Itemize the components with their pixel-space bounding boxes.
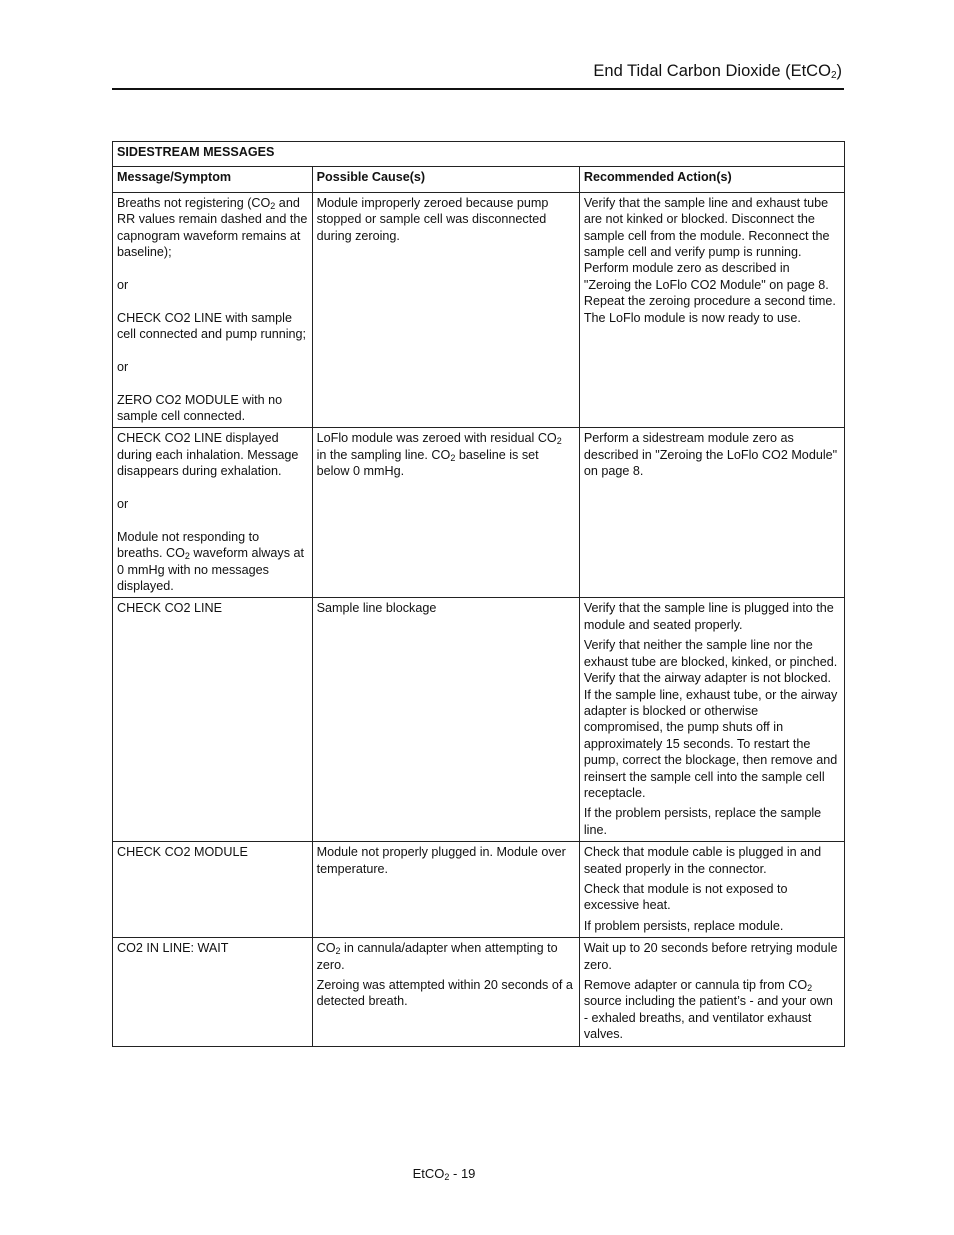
text-segment: Remove adapter or cannula tip from CO bbox=[583, 978, 808, 992]
footer-page-text: EtCO bbox=[412, 1166, 445, 1181]
paragraph bbox=[584, 600, 840, 633]
text-segment: Check that module cable is plugged in and seated properly in the connector. bbox=[583, 845, 822, 876]
text-segment: LoFlo module was zeroed with residual CO bbox=[316, 431, 557, 446]
text-line: CHECK CO2 LINE bbox=[117, 601, 222, 616]
cell-action bbox=[579, 428, 844, 598]
text-line: or bbox=[117, 359, 129, 374]
cell-cause bbox=[312, 938, 579, 1046]
text-segment: Module improperly zeroed because pump stopped or sample cell was disconnected during zeroing. bbox=[316, 195, 549, 243]
cell-action bbox=[579, 938, 844, 1046]
header-title-text: End Tidal Carbon Dioxide (EtCO bbox=[593, 62, 831, 80]
header-rule bbox=[112, 88, 844, 90]
paragraph bbox=[584, 918, 840, 934]
cell-action bbox=[579, 598, 844, 842]
table-section-title: SIDESTREAM MESSAGES bbox=[113, 142, 845, 167]
text-segment: If problem persists, replace module. bbox=[583, 918, 784, 933]
subscript: 2 bbox=[450, 452, 456, 463]
paragraph bbox=[584, 977, 840, 1043]
line-gap bbox=[117, 375, 308, 391]
page-footer-number bbox=[0, 1166, 888, 1181]
text-segment: Verify that the sample line is plugged into the module and seated properly. bbox=[583, 601, 834, 632]
line-gap bbox=[117, 480, 308, 496]
table-row bbox=[113, 428, 845, 598]
text-segment: Breaths not registering (CO bbox=[117, 195, 271, 210]
cell-cause bbox=[312, 598, 579, 842]
subscript: 2 bbox=[335, 946, 341, 957]
table-row bbox=[113, 938, 845, 1046]
text-line: or bbox=[117, 497, 129, 512]
line-gap bbox=[117, 512, 308, 528]
text-segment: source including the patient’s - and your own - exhaled breaths, and ventilator exhaust valves. bbox=[583, 994, 833, 1042]
table-header-row bbox=[113, 167, 845, 192]
text-segment: in the sampling line. CO bbox=[316, 447, 451, 462]
text-line: ZERO CO2 MODULE with no sample cell connected. bbox=[117, 392, 283, 424]
cell-symptom bbox=[113, 842, 313, 938]
paragraph bbox=[584, 805, 840, 838]
cell-action bbox=[579, 192, 844, 428]
paragraph bbox=[584, 844, 840, 877]
text-segment: Wait up to 20 seconds before retrying module zero. bbox=[583, 941, 838, 972]
line-gap bbox=[117, 342, 308, 358]
line-gap bbox=[117, 293, 308, 309]
text-segment: Verify that the sample line and exhaust tube are not kinked or blocked. Disconnect the sample cell from the module. Reconnect the sample cell and verify pump is running. Perform module zero as described in "Zeroing the LoFlo CO2 Module" on page 8. Repeat the zeroing procedure a second time. The LoFlo module is now ready to use. bbox=[583, 195, 836, 325]
paragraph bbox=[317, 940, 575, 973]
header-title-close: ) bbox=[836, 62, 842, 80]
text-segment: baseline is set below 0 mmHg. bbox=[316, 447, 539, 479]
text-line: CO2 IN LINE: WAIT bbox=[117, 941, 229, 956]
table-body bbox=[113, 192, 845, 1046]
cell-symptom bbox=[113, 192, 313, 428]
paragraph bbox=[317, 844, 575, 877]
line-gap bbox=[117, 260, 308, 276]
subscript: 2 bbox=[556, 436, 562, 447]
sidestream-messages-table bbox=[112, 141, 845, 1047]
column-header-action: Recommended Action(s) bbox=[579, 167, 844, 192]
paragraph bbox=[584, 430, 840, 479]
column-header-cause: Possible Cause(s) bbox=[312, 167, 579, 192]
footer-page-subscript: 2 bbox=[444, 1172, 450, 1182]
text-segment: Sample line blockage bbox=[316, 601, 437, 616]
text-segment: Verify that neither the sample line nor the exhaust tube are blocked, kinked, or pinched. Verify that the airway adapter is not blocked. If the sample line, exhaust tube, or the airway adapter is blocked or otherwise compromised, the pump shuts off in approximately 15 seconds. To restart the pump, correct the blockage, then remove and reinsert the sample cell into the sample cell receptacle. bbox=[583, 638, 838, 800]
text-line: or bbox=[117, 277, 129, 292]
cell-cause bbox=[312, 842, 579, 938]
text-segment: Zeroing was attempted within 20 seconds of a detected breath. bbox=[316, 978, 573, 1009]
column-header-symptom: Message/Symptom bbox=[113, 167, 313, 192]
cell-symptom bbox=[113, 938, 313, 1046]
table-title-row bbox=[113, 142, 845, 167]
paragraph bbox=[584, 195, 840, 326]
text-segment: Module not responding to breaths. CO bbox=[117, 529, 260, 561]
text-line: CHECK CO2 LINE displayed during each inhalation. Message disappears during exhalation. bbox=[117, 431, 299, 479]
paragraph bbox=[317, 195, 575, 244]
cell-cause bbox=[312, 428, 579, 598]
paragraph bbox=[584, 940, 840, 973]
paragraph bbox=[117, 195, 308, 261]
text-segment: and RR values remain dashed and the capnogram waveform remains at baseline); bbox=[117, 195, 308, 260]
cell-symptom bbox=[113, 598, 313, 842]
table-row bbox=[113, 598, 845, 842]
text-segment: CO bbox=[316, 941, 336, 956]
text-segment: If the problem persists, replace the sample line. bbox=[583, 806, 822, 837]
paragraph bbox=[584, 881, 840, 914]
page-header-title bbox=[593, 62, 842, 81]
table-row bbox=[113, 192, 845, 428]
paragraph bbox=[317, 430, 575, 479]
text-segment: Module not properly plugged in. Module over temperature. bbox=[316, 845, 566, 876]
cell-action bbox=[579, 842, 844, 938]
cell-cause bbox=[312, 192, 579, 428]
text-segment: in cannula/adapter when attempting to zero. bbox=[316, 941, 558, 972]
text-line: CHECK CO2 LINE with sample cell connected and pump running; bbox=[117, 310, 307, 342]
text-segment: Perform a sidestream module zero as described in "Zeroing the LoFlo CO2 Module" on page 8. bbox=[583, 431, 838, 479]
text-line: CHECK CO2 MODULE bbox=[117, 845, 248, 860]
paragraph bbox=[117, 529, 308, 595]
paragraph bbox=[317, 600, 575, 616]
subscript: 2 bbox=[184, 551, 190, 562]
header-title-subscript: 2 bbox=[830, 70, 837, 81]
text-segment: waveform always at 0 mmHg with no messages displayed. bbox=[117, 546, 305, 594]
paragraph bbox=[317, 977, 575, 1010]
table-row bbox=[113, 842, 845, 938]
paragraph bbox=[584, 637, 840, 801]
footer-page-number: - 19 bbox=[449, 1166, 476, 1181]
subscript: 2 bbox=[807, 983, 813, 993]
cell-symptom bbox=[113, 428, 313, 598]
subscript: 2 bbox=[270, 200, 276, 211]
text-segment: Check that module is not exposed to excessive heat. bbox=[583, 881, 788, 913]
